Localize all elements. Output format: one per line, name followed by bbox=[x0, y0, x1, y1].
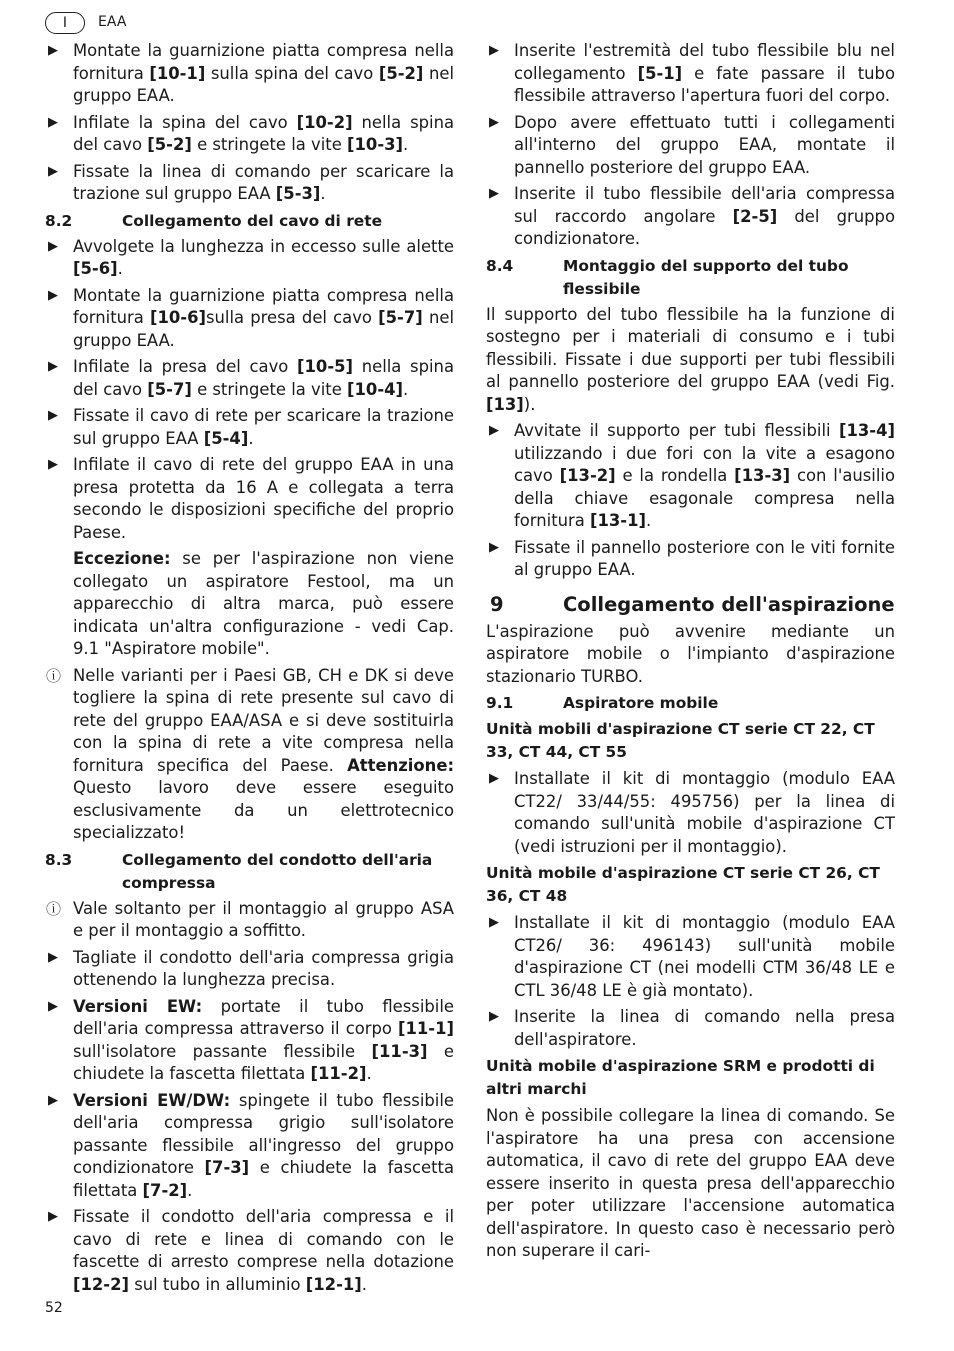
heading-number: 8.3 bbox=[45, 850, 73, 869]
text-run: Nelle varianti per i Paesi GB, CH e DK si deve togliere la spina di rete presente sul cavo di rete del gruppo EAA/ASA e si deve sostituirla con la spina di rete a vite compresa nella fornitura specifica del Paese. bbox=[73, 665, 454, 775]
heading-text: Collegamento del cavo di rete bbox=[122, 211, 383, 230]
text-run: Fissate la linea di comando per scaricare la trazione sul gruppo EAA bbox=[73, 161, 454, 203]
text-run: sull'isolatore passante flessibile bbox=[73, 1041, 372, 1061]
bullet-item bbox=[45, 285, 454, 353]
text-run: portate il tubo flessibile dell'aria compressa attraverso il corpo bbox=[73, 996, 454, 1038]
text-run: . bbox=[403, 135, 409, 154]
arrow-bullet-icon: ▶ bbox=[489, 43, 499, 58]
bullet-item bbox=[45, 112, 454, 157]
subheading: Unità mobile d'aspirazione CT serie CT 26, CT 36, CT 48 bbox=[486, 864, 880, 905]
text-run: Avvolgete la lunghezza in eccesso sulle alette bbox=[73, 236, 454, 256]
text-run: Questo lavoro deve essere eseguito esclusivamente da un elettrotecnico specializzato! bbox=[73, 778, 454, 842]
section-heading bbox=[486, 255, 895, 301]
heading-text: Aspiratore mobile bbox=[563, 694, 719, 712]
section-label: EAA bbox=[98, 14, 127, 30]
text-run: Non è possibile collegare la linea di comando. Se l'aspiratore ha una presa con accensione automatica, il cavo di rete del gruppo EAA deve essere inserito in questa presa dell'apparecchio per poter utilizzare l'accensione automatica dell'aspiratore. In questo caso è necessario però non superare il cari- bbox=[486, 1106, 895, 1260]
bold-text: [5-4] bbox=[203, 428, 249, 448]
bullet-item bbox=[45, 1206, 454, 1296]
bullet-item bbox=[486, 183, 895, 251]
text-run: nel gruppo EAA. bbox=[73, 308, 454, 350]
arrow-bullet-icon: ▶ bbox=[489, 114, 499, 130]
bold-text: [13-4] bbox=[839, 421, 895, 440]
arrow-bullet-icon: ▶ bbox=[48, 238, 58, 254]
bullet-item bbox=[486, 1006, 895, 1051]
section-heading bbox=[486, 692, 895, 715]
heading-text: Montaggio del supporto del tubo flessibile bbox=[563, 256, 849, 298]
bold-text: [5-6] bbox=[73, 259, 118, 278]
text-run: utilizzando i due fori con la vite a esagono cavo bbox=[514, 443, 895, 485]
text-run: nella spina del cavo bbox=[73, 357, 454, 399]
text-run: Tagliate il condotto dell'aria compressa grigia ottenendo la lunghezza precisa. bbox=[73, 947, 454, 989]
bold-text: [11-3] bbox=[371, 1041, 428, 1061]
text-run: . bbox=[187, 1180, 193, 1200]
text-run: . bbox=[320, 184, 326, 203]
text-run: Avvitate il supporto per tubi flessibili bbox=[514, 421, 839, 440]
text-run: . bbox=[248, 428, 254, 448]
bold-text: [7-2] bbox=[142, 1180, 188, 1200]
bullet-item bbox=[486, 112, 895, 180]
bullet-item bbox=[45, 236, 454, 281]
arrow-bullet-icon: ▶ bbox=[48, 287, 58, 303]
bold-text: [12-1] bbox=[305, 1274, 362, 1294]
bold-text: [10-2] bbox=[296, 112, 353, 132]
bullet-item bbox=[486, 40, 895, 108]
text-run: L'aspirazione può avvenire mediante un aspiratore mobile o l'impianto d'aspirazione stazionario TURBO. bbox=[486, 621, 895, 686]
bold-text: [13-3] bbox=[734, 466, 791, 485]
text-run: Fissate il cavo di rete per scaricare la trazione sul gruppo EAA bbox=[73, 406, 454, 448]
text-run: . bbox=[403, 379, 409, 399]
text-run: Inserite la linea di comando nella presa dell'aspiratore. bbox=[514, 1007, 895, 1049]
text-run: se per l'aspirazione non viene collegato un aspiratore Festool, ma un apparecchio di altra marca, può essere indicata un'altra configurazione - vedi Cap. 9.1 "Aspiratore mobile". bbox=[73, 549, 454, 658]
bullet-item bbox=[45, 40, 454, 108]
text-run: e stringete la vite bbox=[191, 379, 348, 399]
bold-text: [5-7] bbox=[378, 308, 423, 327]
heading-text: Collegamento del condotto dell'aria compressa bbox=[122, 850, 433, 892]
info-icon: ⓘ bbox=[46, 666, 62, 685]
text-run: Fissate il condotto dell'aria compressa e il cavo di rete e linea di comando con le fascette di arresto comprese nella dotazione bbox=[73, 1207, 454, 1271]
text-run: Installate il kit di montaggio (modulo EAA CT22/ 33/44/55: 495756) per la linea di comando sull'unità mobile d'aspirazione CT (vedi istruzioni per il montaggio). bbox=[514, 769, 895, 856]
bullet-item bbox=[486, 912, 895, 1002]
text-run: Installate il kit di montaggio (modulo EAA CT26/ 36: 496143) sull'unità mobile d'aspirazione CT (nei modelli CTM 36/48 LE e CTL 36/48 LE è già montato). bbox=[514, 913, 895, 1000]
bold-text: [5-1] bbox=[637, 63, 683, 83]
info-icon: ⓘ bbox=[46, 899, 62, 918]
text-run: . bbox=[117, 259, 123, 278]
bullet-item bbox=[45, 405, 454, 450]
text-run: e chiudete la fascetta filettata bbox=[73, 1158, 454, 1200]
text-run: Infilate la presa del cavo bbox=[73, 357, 298, 376]
bullet-item bbox=[486, 420, 895, 533]
left-column bbox=[45, 40, 454, 1300]
bullet-item bbox=[486, 537, 895, 582]
text-run: sulla presa del cavo bbox=[206, 308, 379, 327]
bold-text: [10-5] bbox=[297, 357, 354, 376]
text-run: Montate la guarnizione piatta compresa nella fornitura bbox=[73, 285, 454, 327]
arrow-bullet-icon: ▶ bbox=[489, 771, 499, 786]
text-run: ). bbox=[523, 394, 536, 414]
arrow-bullet-icon: ▶ bbox=[48, 998, 58, 1014]
bold-text: [5-3] bbox=[275, 184, 321, 203]
bold-text: [2-5] bbox=[732, 206, 778, 226]
text-run: e fate passare il tubo flessibile attraverso l'apertura fuori del corpo. bbox=[514, 63, 895, 105]
text-run: nella spina del cavo bbox=[73, 112, 454, 154]
bold-text: [12-2] bbox=[73, 1274, 129, 1294]
text-run: Inserite l'estremità del tubo flessibile blu nel collegamento bbox=[514, 41, 895, 83]
text-run: Montate la guarnizione piatta compresa nella fornitura bbox=[73, 41, 454, 83]
heading-number: 8.2 bbox=[45, 211, 73, 230]
text-run: Infilate il cavo di rete del gruppo EAA in una presa protetta da 16 A e collegata a terra secondo le disposizioni specifiche del proprio Paese. bbox=[73, 455, 454, 542]
heading-number: 8.4 bbox=[486, 256, 514, 275]
body-paragraph bbox=[486, 621, 895, 689]
bold-text: [5-2] bbox=[378, 63, 424, 83]
bullet-item bbox=[45, 947, 454, 992]
arrow-bullet-icon: ▶ bbox=[489, 1009, 499, 1024]
chapter-heading bbox=[486, 592, 895, 618]
text-run: e la rondella bbox=[615, 466, 735, 485]
heading-text: Collegamento dell'aspirazione bbox=[563, 592, 895, 616]
subheading: Unità mobili d'aspirazione CT serie CT 22, CT 33, CT 44, CT 55 bbox=[486, 720, 875, 761]
bullet-item bbox=[45, 898, 454, 943]
arrow-bullet-icon: ▶ bbox=[48, 1209, 58, 1224]
bold-text: [10-6] bbox=[150, 308, 206, 327]
bold-text: [7-3] bbox=[204, 1158, 250, 1177]
bold-text: [10-1] bbox=[149, 63, 206, 83]
language-badge: I bbox=[45, 12, 85, 34]
arrow-bullet-icon: ▶ bbox=[48, 457, 58, 472]
text-run: Vale soltanto per il montaggio al gruppo ASA e per il montaggio a soffitto. bbox=[73, 898, 454, 940]
text-run: . bbox=[361, 1274, 367, 1294]
text-run: e chiudete la fascetta filettata bbox=[73, 1041, 455, 1083]
right-column bbox=[486, 40, 895, 1267]
text-run: Dopo avere effettuato tutti i collegamenti all'interno del gruppo EAA, montate il pannello posteriore del gruppo EAA. bbox=[514, 112, 895, 177]
arrow-bullet-icon: ▶ bbox=[48, 1092, 58, 1108]
text-run: e stringete la vite bbox=[191, 135, 348, 154]
page-number: 52 bbox=[45, 1300, 63, 1316]
arrow-bullet-icon: ▶ bbox=[48, 949, 58, 965]
bold-text: [10-3] bbox=[347, 135, 404, 154]
bold-text: [5-7] bbox=[147, 379, 192, 399]
body-paragraph bbox=[486, 1105, 895, 1263]
bold-text: [10-4] bbox=[347, 379, 404, 399]
text-run: Inserite il tubo flessibile dell'aria compressa sul raccordo angolare bbox=[514, 184, 895, 226]
arrow-bullet-icon: ▶ bbox=[48, 163, 58, 179]
bold-text: [11-2] bbox=[310, 1064, 367, 1083]
text-run: sul tubo in alluminio bbox=[129, 1274, 306, 1294]
bullet-item bbox=[45, 454, 454, 544]
text-run: del gruppo condizionatore. bbox=[514, 206, 895, 248]
text-run: Infilate la spina del cavo bbox=[73, 112, 297, 132]
arrow-bullet-icon: ▶ bbox=[48, 43, 58, 58]
text-run: spingete il tubo flessibile dell'aria compressa grigio sull'isolatore passante flessibile all'ingresso del gruppo condizionatore bbox=[73, 1090, 454, 1177]
text-run: Fissate il pannello posteriore con le viti fornite al gruppo EAA. bbox=[514, 537, 895, 579]
arrow-bullet-icon: ▶ bbox=[48, 114, 58, 130]
bullet-item bbox=[45, 996, 454, 1086]
section-heading bbox=[45, 210, 454, 233]
bold-text: Eccezione: bbox=[73, 549, 171, 568]
subheading: Unità mobile d'aspirazione SRM e prodotti di altri marchi bbox=[486, 1057, 875, 1098]
bullet-item bbox=[45, 1090, 454, 1203]
arrow-bullet-icon: ▶ bbox=[489, 186, 499, 201]
arrow-bullet-icon: ▶ bbox=[48, 359, 58, 374]
arrow-bullet-icon: ▶ bbox=[48, 408, 58, 423]
text-run: nel gruppo EAA. bbox=[73, 63, 454, 105]
bold-text: Versioni EW/DW: bbox=[73, 1090, 231, 1110]
bullet-item bbox=[486, 768, 895, 858]
bold-text: [11-1] bbox=[398, 1019, 454, 1038]
heading-number: 9.1 bbox=[486, 694, 514, 712]
heading-number: 9 bbox=[490, 592, 504, 616]
bold-text: Versioni EW: bbox=[73, 996, 203, 1016]
bold-text: [13-2] bbox=[559, 466, 616, 485]
arrow-bullet-icon: ▶ bbox=[489, 915, 499, 930]
text-run: . bbox=[646, 511, 652, 530]
bullet-item bbox=[45, 356, 454, 401]
body-paragraph bbox=[486, 304, 895, 417]
text-run: Il supporto del tubo flessibile ha la funzione di sostegno per i materiali di consumo e i tubi flessibili. Fissate i due supporti per tubi flessibili al pannello posteriore del gruppo EAA (vedi Fig. bbox=[486, 304, 895, 391]
bullet-item bbox=[45, 665, 454, 845]
note-paragraph bbox=[45, 548, 454, 661]
text-run: sulla spina del cavo bbox=[205, 63, 379, 83]
bold-text: [5-2] bbox=[147, 135, 192, 154]
bold-text: [13] bbox=[486, 394, 524, 414]
text-run: con l'ausilio della chiave esagonale compresa nella fornitura bbox=[514, 466, 895, 530]
arrow-bullet-icon: ▶ bbox=[489, 423, 499, 438]
bullet-item bbox=[45, 161, 454, 206]
text-run: . bbox=[366, 1064, 372, 1083]
bold-text: [13-1] bbox=[590, 511, 646, 530]
section-heading bbox=[45, 849, 454, 895]
arrow-bullet-icon: ▶ bbox=[489, 539, 499, 555]
bold-text: Attenzione: bbox=[347, 755, 454, 775]
